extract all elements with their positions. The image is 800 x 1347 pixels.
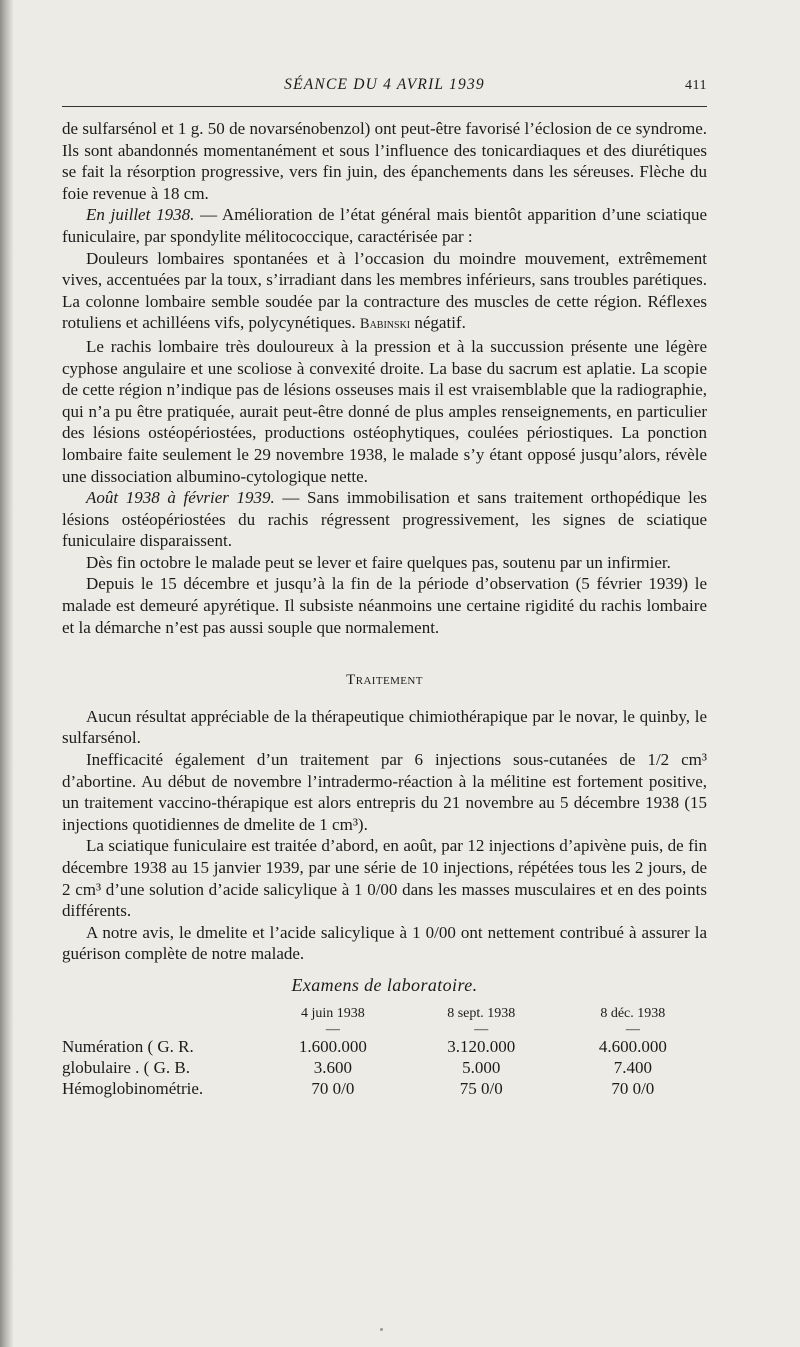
lab-row-label: globulaire . ( G. B.: [62, 1058, 190, 1078]
paragraph-conclusion: A notre avis, le dmelite et l’acide salicylique à 1 0/00 ont nettement contribué à assurer la guérison complète de notre malade.: [62, 922, 707, 964]
lab-dash: —: [325, 1022, 340, 1038]
italic-date-lead: Août 1938 à février 1939.: [86, 488, 275, 508]
lab-dash: —: [625, 1022, 640, 1038]
paragraph-chemo: Aucun résultat appréciable de la thérapeutique chimiothérapique par le novar, le quinby, le sulfarsénol.: [62, 706, 707, 748]
lab-date: 4 juin 1938: [300, 1005, 365, 1021]
lab-date: 8 sept. 1938: [447, 1005, 516, 1021]
section-heading-traitement: Traitement: [346, 672, 423, 689]
lab-cell: 1.600.000: [298, 1037, 367, 1057]
header-rule: [62, 106, 707, 107]
lab-cell: 70 0/0: [311, 1079, 355, 1099]
lab-cell: 5.000: [462, 1058, 501, 1078]
lab-cell: 75 0/0: [459, 1079, 503, 1099]
paragraph-symptoms: [62, 248, 707, 336]
lab-cell: 3.120.000: [447, 1037, 516, 1057]
paragraph-text: Douleurs lombaires spontanées et à l’occasion du moindre mouvement, extrêmement vives, accentuées par la toux, s’irradiant dans les membres inférieurs, sans troubles parétiques. La colonne lombaire semble soudée par la contracture des muscles de cette région. Réflexes rotuliens et achilléens vifs, polycynétiques.: [62, 248, 707, 333]
paragraph-rachis: Le rachis lombaire très douloureux à la pression et à la succussion présente une légère cyphose angulaire et une scoliose à convexité droite. La base du sacrum est aplatie. La scopie de cette région n’indique pas de lésions osseuses mais il est vraisemblable que la radiographie, qui n’a pu être pratiquée, aurait peut-être donné de plus amples renseignements, en particulier des lésions ostéopériostées, productions ostéophytiques, coulées périostiques. La ponction lombaire faite seulement le 29 novembre 1938, le malade s’y étant opposé jusqu’alors, révèle une dissociation albumino-cytologique nette.: [62, 336, 707, 486]
binding-shadow: [0, 0, 14, 1347]
paragraph-sciatique: La sciatique funiculaire est traitée d’abord, en août, par 12 injections d’apivène puis, de fin décembre 1938 au 15 janvier 1939, par une série de 10 injections, répétées tous les 2 jours, de 2 cm³ d’une solution d’acide salicylique à 1 0/00 dans les masses musculaires et en des points différents.: [62, 836, 707, 921]
lab-cell: 70 0/0: [611, 1079, 655, 1099]
lab-table: [62, 1003, 707, 1100]
lab-dash-empty: [62, 1024, 262, 1036]
paragraph-text: — Amélioration de l’état général mais bientôt apparition d’une sciatique funiculaire, par spondylite mélitococcique, caractérisée par :: [62, 205, 708, 246]
page-number: 411: [685, 78, 707, 93]
paragraph-october: Dès fin octobre le malade peut se lever et faire quelques pas, soutenu par un infirmier.: [86, 552, 671, 572]
lab-dash: —: [474, 1022, 489, 1038]
lab-dash-row: [62, 1024, 707, 1036]
italic-date-lead: En juillet 1938.: [86, 205, 195, 225]
lab-row: [62, 1057, 707, 1078]
paragraph-text-tail: négatif.: [410, 313, 466, 333]
lab-row: [62, 1036, 707, 1057]
running-head: [62, 76, 707, 98]
lab-title: Examens de laboratoire.: [291, 974, 478, 995]
lab-row: [62, 1078, 707, 1099]
running-title: SÉANCE DU 4 AVRIL 1939: [284, 76, 485, 93]
lab-row-label: Numération ( G. R.: [62, 1037, 194, 1057]
lab-header-row: [62, 1003, 707, 1025]
body-text: [62, 118, 707, 1099]
lab-cell: 4.600.000: [598, 1037, 667, 1057]
lab-cell: 7.400: [613, 1058, 652, 1078]
paragraph-continuation: de sulfarsénol et 1 g. 50 de novarsénobenzol) ont peut-être favorisé l’éclosion de ce syndrome. Ils sont abandonnés momentanément et sous l’influence des tonicardiaques et des diurétiques se fait la résorption progressive, vers fin juin, des épanchements dans les séreuses. Flèche du foie revenue à 18 cm.: [62, 119, 707, 203]
paragraph-december: Depuis le 15 décembre et jusqu’à la fin de la période d’observation (5 février 1939) le malade est demeuré apyrétique. Il subsiste néanmoins une certaine rigidité du rachis lombaire et la démarche n’est pas aussi souple que normalement.: [62, 574, 707, 637]
babinski-smallcaps: Babinski: [359, 316, 411, 333]
paragraph-july-1938: [62, 204, 707, 247]
paragraph-text: — Sans immobilisation et sans traitement orthopédique les lésions ostéopériostées du rachis régressent progressivement, les signes de sciatique funiculaire disparaissent.: [62, 488, 708, 551]
print-speck: [380, 1328, 383, 1331]
paragraph-aug-feb: [62, 487, 707, 552]
lab-header-empty: [62, 1003, 262, 1025]
lab-row-label: Hémoglobinométrie.: [62, 1079, 204, 1099]
lab-date: 8 déc. 1938: [600, 1005, 666, 1021]
paragraph-abortine: Inefficacité également d’un traitement par 6 injections sous-cutanées de 1/2 cm³ d’abortine. Au début de novembre l’intradermo-réaction à la mélitine est fortement positive, un traitement vaccino-thérapique est alors entrepris du 21 novembre au 5 décembre 1938 (15 injections quotidiennes de dmelite de 1 cm³).: [62, 750, 707, 834]
lab-cell: 3.600: [313, 1058, 352, 1078]
